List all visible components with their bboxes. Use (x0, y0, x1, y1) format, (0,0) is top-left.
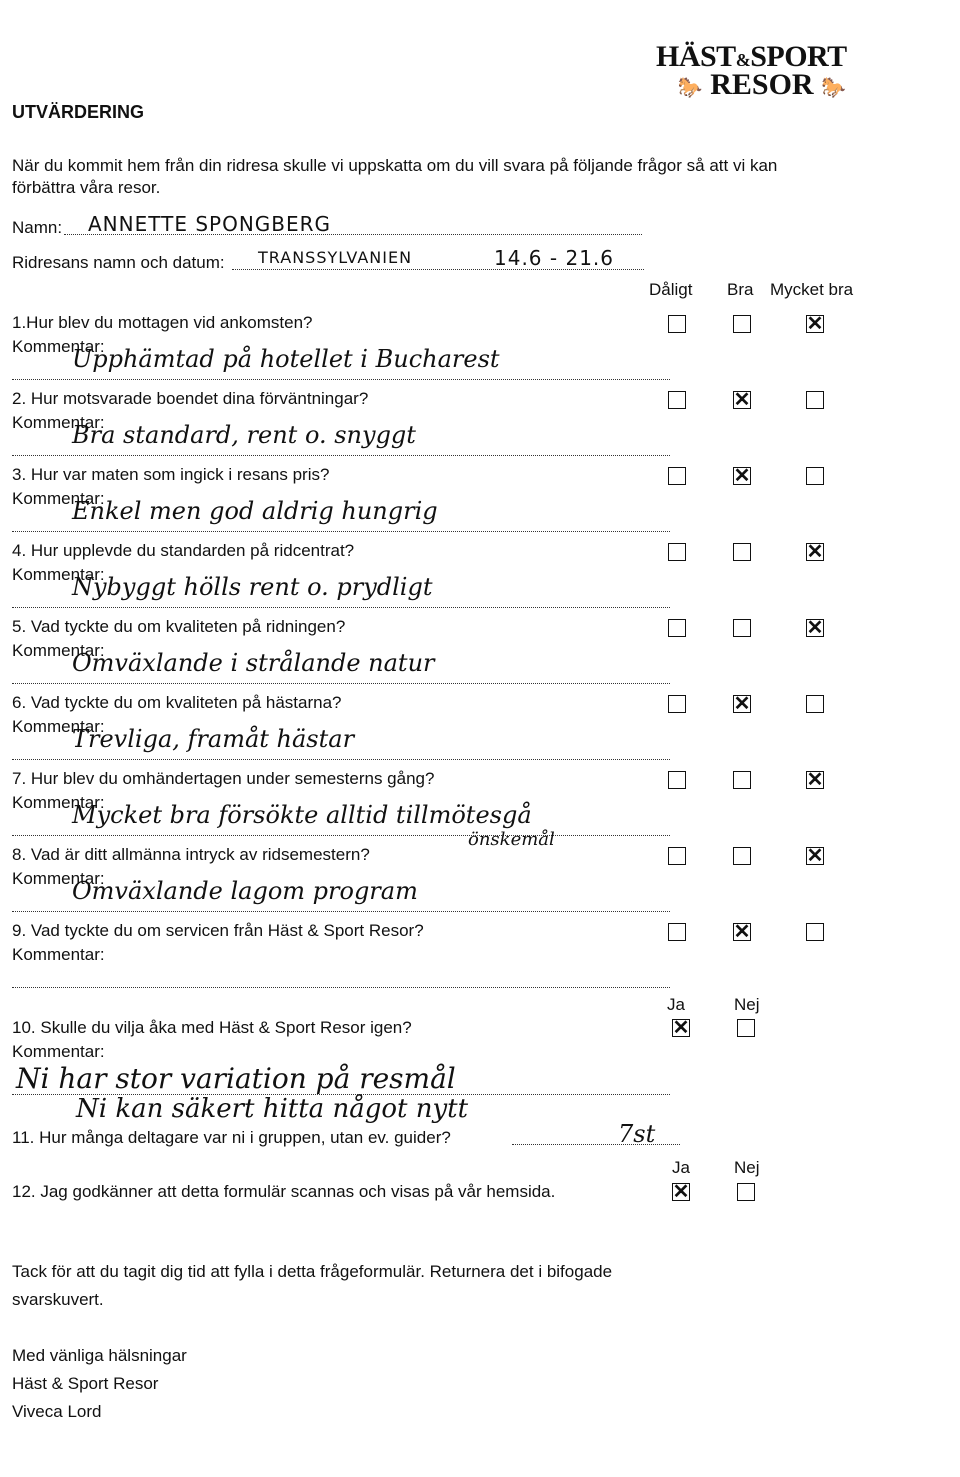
page-title: UTVÄRDERING (12, 102, 145, 122)
rating-very-good-checkbox[interactable]: ✕ (806, 769, 824, 791)
comment-label: Kommentar: (12, 337, 105, 356)
trip-value: TRANSSYLVANIEN (258, 248, 413, 267)
yes-header: Ja (667, 995, 685, 1014)
yes-header-2: Ja (672, 1158, 690, 1177)
q10-no-checkbox[interactable] (737, 1019, 755, 1037)
rating-bad-checkbox[interactable] (668, 923, 686, 941)
rating-very-good-checkbox[interactable] (806, 467, 824, 485)
rating-bad-checkbox[interactable] (668, 619, 686, 637)
rating-bad-checkbox[interactable] (668, 771, 686, 789)
q10-comment-2: Ni kan säkert hitta något nytt (76, 1094, 469, 1124)
intro-line-1: När du kommit hem från din ridresa skulle vi uppskatta om du vill svara på följande frågor så att vi kan (12, 156, 778, 175)
thanks-line-1: Tack för att du tagit dig tid att fylla i detta frågeformulär. Returnera det i bifogade (12, 1262, 613, 1281)
comment-label: Kommentar: (12, 413, 105, 432)
rating-good-checkbox[interactable] (733, 315, 751, 333)
comment-line (12, 759, 670, 760)
handwritten-comment: Bra standard, rent o. snyggt (72, 421, 416, 449)
comment-label: Kommentar: (12, 717, 105, 736)
comment-line (12, 911, 670, 912)
name-label: Namn: (12, 218, 63, 237)
question-text: 2. Hur motsvarade boendet dina förväntningar? (12, 389, 369, 408)
no-header: Nej (734, 995, 760, 1014)
comment-label: Kommentar: (12, 793, 105, 812)
horse-icon: 🐎 (677, 77, 703, 99)
handwritten-comment-continued: önskemål (468, 829, 555, 850)
rating-good-checkbox[interactable]: ✕ (733, 921, 751, 943)
q11-value: 7st (618, 1120, 656, 1148)
q10-yes-checkbox[interactable]: ✕ (672, 1017, 690, 1039)
comment-line (12, 835, 670, 836)
scale-bad: Dåligt (649, 280, 693, 299)
logo-text-line2: 🐎 RESOR 🐎 (677, 68, 846, 101)
question-text: 9. Vad tyckte du om servicen från Häst & Sport Resor? (12, 921, 424, 940)
rating-very-good-checkbox[interactable]: ✕ (806, 617, 824, 639)
comment-line (12, 607, 670, 608)
q10-text: 10. Skulle du vilja åka med Häst & Sport Resor igen? (12, 1018, 412, 1037)
closing-line-3: Viveca Lord (12, 1402, 102, 1421)
comment-label: Kommentar: (12, 641, 105, 660)
brand-logo (656, 40, 846, 102)
trip-date: 14.6 - 21.6 (494, 246, 614, 270)
thanks-line-2: svarskuvert. (12, 1290, 104, 1309)
closing-line-2: Häst & Sport Resor (12, 1374, 159, 1393)
rating-bad-checkbox[interactable] (668, 467, 686, 485)
scale-very-good: Mycket bra (770, 280, 854, 299)
q10-comment-label: Kommentar: (12, 1042, 105, 1061)
question-text: 8. Vad är ditt allmänna intryck av ridsemestern? (12, 845, 370, 864)
comment-line (12, 531, 670, 532)
closing-line-1: Med vänliga hälsningar (12, 1346, 187, 1365)
comment-line (12, 455, 670, 456)
rating-good-checkbox[interactable] (733, 619, 751, 637)
rating-bad-checkbox[interactable] (668, 391, 686, 409)
scale-good: Bra (727, 280, 754, 299)
handwritten-comment: Nybyggt hölls rent o. prydligt (72, 573, 433, 601)
rating-bad-checkbox[interactable] (668, 695, 686, 713)
handwritten-comment: Upphämtad på hotellet i Bucharest (72, 345, 500, 373)
question-text: 7. Hur blev du omhändertagen under semesterns gång? (12, 769, 435, 788)
rating-very-good-checkbox[interactable] (806, 695, 824, 713)
rating-very-good-checkbox[interactable] (806, 923, 824, 941)
q10-comment-1: Ni har stor variation på resmål (16, 1062, 456, 1095)
comment-line (12, 987, 670, 988)
horse-icon: 🐎 (821, 77, 846, 99)
comment-label: Kommentar: (12, 945, 105, 964)
rating-good-checkbox[interactable]: ✕ (733, 693, 751, 715)
no-header-2: Nej (734, 1158, 760, 1177)
rating-good-checkbox[interactable]: ✕ (733, 389, 751, 411)
comment-label: Kommentar: (12, 869, 105, 888)
rating-very-good-checkbox[interactable] (806, 391, 824, 409)
rating-bad-checkbox[interactable] (668, 847, 686, 865)
rating-good-checkbox[interactable] (733, 771, 751, 789)
trip-label: Ridresans namn och datum: (12, 253, 225, 272)
q11-text: 11. Hur många deltagare var ni i gruppen, utan ev. guider? (12, 1128, 451, 1147)
q12-no-checkbox[interactable] (737, 1183, 755, 1201)
comment-line (12, 379, 670, 380)
question-text: 1.Hur blev du mottagen vid ankomsten? (12, 313, 313, 332)
handwritten-comment: Omväxlande i strålande natur (72, 649, 435, 677)
handwritten-comment: Mycket bra försökte alltid tillmötesgå (72, 801, 532, 829)
q12-text: 12. Jag godkänner att detta formulär scannas och visas på vår hemsida. (12, 1182, 556, 1201)
rating-bad-checkbox[interactable] (668, 543, 686, 561)
name-value: ANNETTE SPONGBERG (88, 212, 332, 236)
comment-label: Kommentar: (12, 489, 105, 508)
rating-very-good-checkbox[interactable]: ✕ (806, 541, 824, 563)
question-text: 4. Hur upplevde du standarden på ridcentrat? (12, 541, 355, 560)
logo-text-line1: HÄST&SPORT (656, 40, 847, 73)
rating-good-checkbox[interactable]: ✕ (733, 465, 751, 487)
comment-label: Kommentar: (12, 565, 105, 584)
rating-bad-checkbox[interactable] (668, 315, 686, 333)
question-text: 3. Hur var maten som ingick i resans pris? (12, 465, 330, 484)
q12-yes-checkbox[interactable]: ✕ (672, 1181, 690, 1203)
rating-good-checkbox[interactable] (733, 543, 751, 561)
question-text: 5. Vad tyckte du om kvaliteten på ridningen? (12, 617, 346, 636)
handwritten-comment: Enkel men god aldrig hungrig (72, 497, 438, 525)
handwritten-comment: Omväxlande lagom program (72, 877, 418, 905)
handwritten-comment: Trevliga, framåt hästar (72, 725, 355, 753)
comment-line (12, 683, 670, 684)
rating-very-good-checkbox[interactable]: ✕ (806, 313, 824, 335)
rating-very-good-checkbox[interactable]: ✕ (806, 845, 824, 867)
intro-line-2: förbättra våra resor. (12, 178, 161, 197)
rating-good-checkbox[interactable] (733, 847, 751, 865)
question-text: 6. Vad tyckte du om kvaliteten på hästarna? (12, 693, 342, 712)
